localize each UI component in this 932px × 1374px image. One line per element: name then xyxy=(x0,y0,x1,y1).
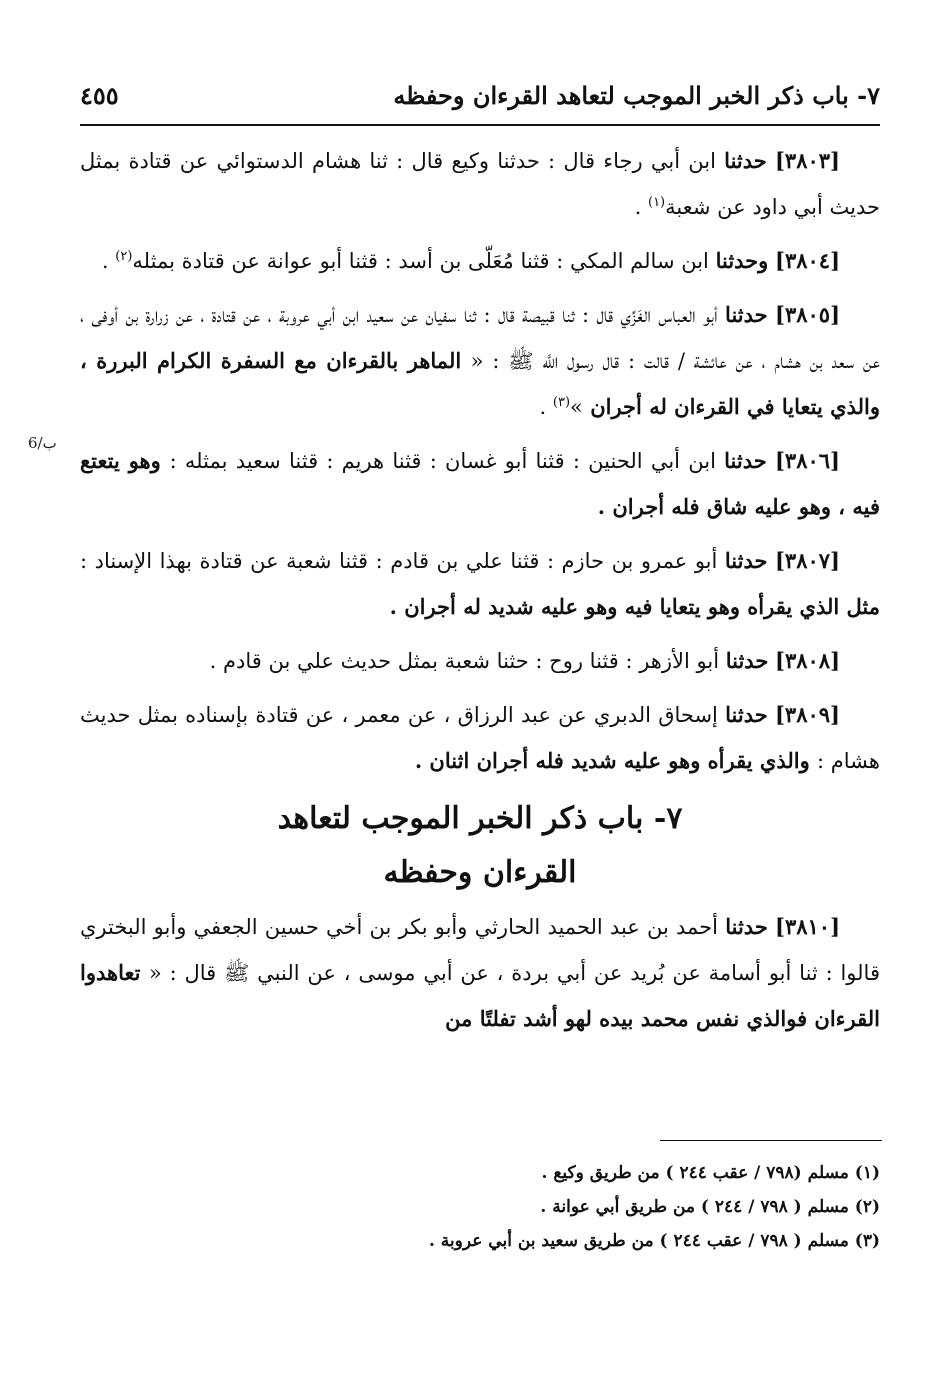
hadith-tail: . xyxy=(101,249,116,273)
hadith-tail: . xyxy=(597,494,606,519)
hadith-paragraph xyxy=(80,638,880,684)
header-rule xyxy=(80,124,880,126)
hadith-matn: الماهر بالقرءان مع السفرة الكرام البررة ، والذي يتعايا في القرءان له أجران xyxy=(80,348,880,419)
section-heading-line: ٧- باب ذكر الخبر الموجب لتعاهد xyxy=(277,801,683,836)
hadith-text: ابن أبي الحنين : قثنا أبو غسان : قثنا هريم : قثنا سعيد بمثله : xyxy=(169,449,716,473)
hadith-lead: حدثنا xyxy=(725,648,769,673)
footnote-ref: (٣) xyxy=(552,395,571,410)
hadith-number: [٣٨٠٣] xyxy=(774,148,840,173)
hadith-number: [٣٨٠٥] xyxy=(775,302,840,327)
hadith-paragraph xyxy=(80,438,880,530)
footnote: (٣) مسلم ( ٧٩٨ / عقب ٢٤٤ ) من طريق سعيد بن أبي عروبة . xyxy=(428,1231,880,1251)
page-header xyxy=(80,70,880,120)
hadith-number: [٣٨٠٤] xyxy=(775,248,840,273)
hadith-paragraph xyxy=(80,692,880,784)
hadith-paragraph xyxy=(80,904,880,1042)
section-heading-line: القرءان وحفظه xyxy=(383,855,577,890)
margin-note: 6/ب xyxy=(28,434,57,452)
hadith-matn: والذي يقرأه وهو عليه شديد فله أجران اثنان xyxy=(422,748,818,773)
hadith-text: أبو عمرو بن حازم : قثنا علي بن قادم : قثنا شعبة عن قتادة بهذا الإسناد : xyxy=(80,549,718,573)
footnote-ref: (١) xyxy=(647,195,666,210)
hadith-paragraph xyxy=(80,538,880,630)
hadith-paragraph xyxy=(80,238,880,284)
hadith-tail: . xyxy=(539,395,553,419)
hadith-text: أبو الأزهر : قثنا روح : حثنا شعبة بمثل حديث علي بن قادم . xyxy=(209,649,720,673)
hadith-number: [٣٨١٠] xyxy=(775,914,841,939)
hadith-matn: مثل الذي يقرأه وهو يتعايا فيه وهو عليه شديد له أجران xyxy=(396,594,880,619)
hadith-text: ابن أبي رجاء قال : حدثنا وكيع قال : ثنا هشام الدستوائي عن قتادة بمثل حديث أبي داود عن شعبة xyxy=(80,149,880,219)
hadith-lead: حدثنا xyxy=(724,148,767,173)
footnote: (١) مسلم (٧٩٨ / عقب ٢٤٤ ) من طريق وكيع . xyxy=(541,1163,880,1183)
hadith-matn: وهو يتعتع فيه ، وهو عليه شاق فله أجران xyxy=(80,448,880,519)
hadith-text: أحمد بن عبد الحميد الحارثي وأبو بكر بن أخي حسين الجعفي وأبو البختري قالوا : ثنا أبو أسامة عن بُريد عن أبي بردة ، عن أبي موسى ، عن النبي ﷺ قال : « xyxy=(80,915,880,985)
hadith-lead: وحدثنا xyxy=(715,248,769,273)
hadith-tail: . xyxy=(634,195,648,219)
page-body xyxy=(80,138,880,1050)
hadith-lead: حدثنا xyxy=(725,702,768,727)
hadith-text-close: » xyxy=(570,395,583,419)
hadith-text: إسحاق الدبري عن عبد الرزاق ، عن معمر ، عن قتادة بإسناده بمثل حديث هشام : xyxy=(80,703,880,773)
footnote-rule xyxy=(660,1140,882,1141)
hadith-tail: . xyxy=(389,594,397,619)
hadith-number: [٣٨٠٨] xyxy=(775,648,840,673)
hadith-number: [٣٨٠٩] xyxy=(774,702,840,727)
section-heading xyxy=(80,792,880,900)
hadith-matn: تعاهدوا القرءان فوالذي نفس محمد بيده لهو أشد تفلتًا من xyxy=(80,960,880,1031)
hadith-paragraph xyxy=(80,292,880,430)
hadith-lead: حدثنا xyxy=(724,448,767,473)
hadith-number: [٣٨٠٦] xyxy=(774,448,840,473)
hadith-lead: حدثنا xyxy=(725,302,768,327)
footnotes xyxy=(80,1156,880,1258)
hadith-text: أبو العباس الغَزِّي قال : ثنا قبيصة قال : ثنا سفيان عن سعيد ابن أبي عروبة ، عن قتادة ، عن زرارة بن أوفى ، عن سعد بن هشام ، عن عائشة / قالت : قال رسول اللَّه ﷺ : « xyxy=(80,303,881,373)
hadith-lead: حدثنا xyxy=(725,914,768,939)
hadith-tail: . xyxy=(414,748,423,773)
hadith-lead: حدثنا xyxy=(724,548,768,573)
running-title: ٧- باب ذكر الخبر الموجب لتعاهد القرءان وحفظه xyxy=(393,80,880,110)
page-number: ٤٥٥ xyxy=(80,80,119,110)
hadith-text: ابن سالم المكي : قثنا مُعَلّى بن أسد : قثنا أبو عوانة عن قتادة بمثله xyxy=(132,249,709,273)
hadith-paragraph xyxy=(80,138,880,230)
hadith-number: [٣٨٠٧] xyxy=(774,548,840,573)
footnote-ref: (٢) xyxy=(115,249,133,264)
footnote: (٢) مسلم ( ٧٩٨ / ٢٤٤ ) من طريق أبي عوانة . xyxy=(540,1197,880,1217)
